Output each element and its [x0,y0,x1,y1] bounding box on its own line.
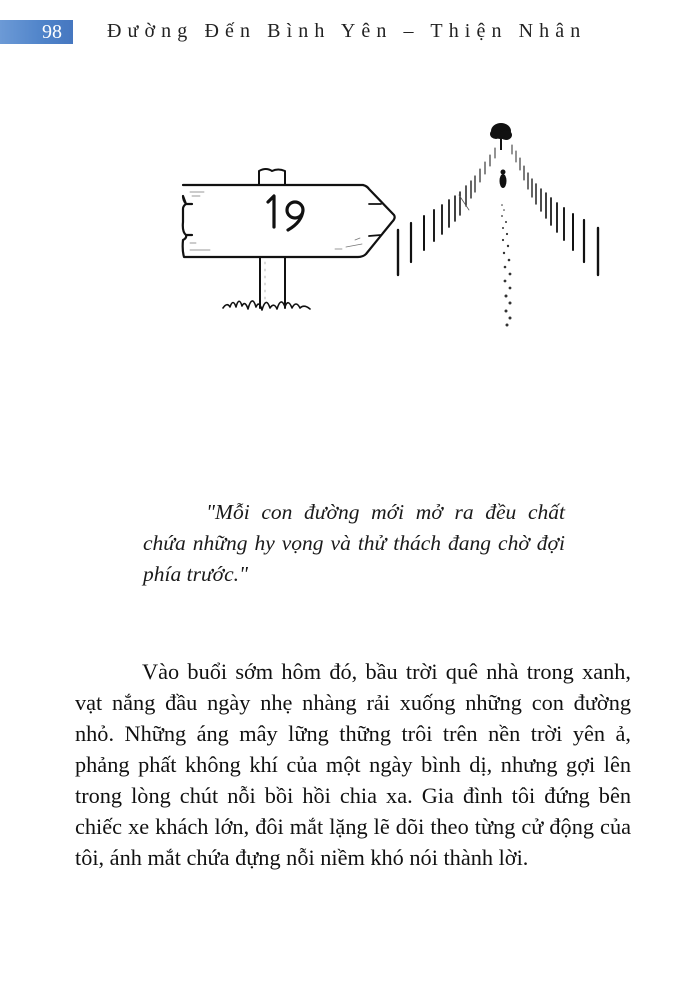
chapter-illustration [170,110,620,340]
page-number-badge [0,20,73,44]
epigraph-text: "Mỗi con đường mới mở ra đều chất chứa những hy vọng và thử thách đang chờ đợi phía trước." [143,500,565,586]
signpost-icon [183,169,395,310]
body-paragraph: Vào buổi sớm hôm đó, bầu trời quê nhà trong xanh, vạt nắng đầu ngày nhẹ nhàng rải xuống những con đường nhỏ. Những áng mây lững thững trôi trên nền trời yên ả, phảng phất không khí của một ngày bình dị, nhưng gợi lên trong lòng chút nỗi bồi hồi chia xa. Gia đình tôi đứng bên chiếc xe khách lớn, đôi mắt lặng lẽ dõi theo từng cử động của tôi, ánh mắt chứa đựng nỗi niềm khó nói thành lời. [75,659,631,871]
footprints-icon [501,204,511,326]
page-number: 98 [42,21,62,43]
epigraph-quote [143,497,565,590]
walking-person-icon [500,170,507,189]
fence-road-icon [398,145,598,275]
running-title: Đường Đến Bình Yên – Thiện Nhân [107,20,587,42]
tree-icon [490,123,512,150]
